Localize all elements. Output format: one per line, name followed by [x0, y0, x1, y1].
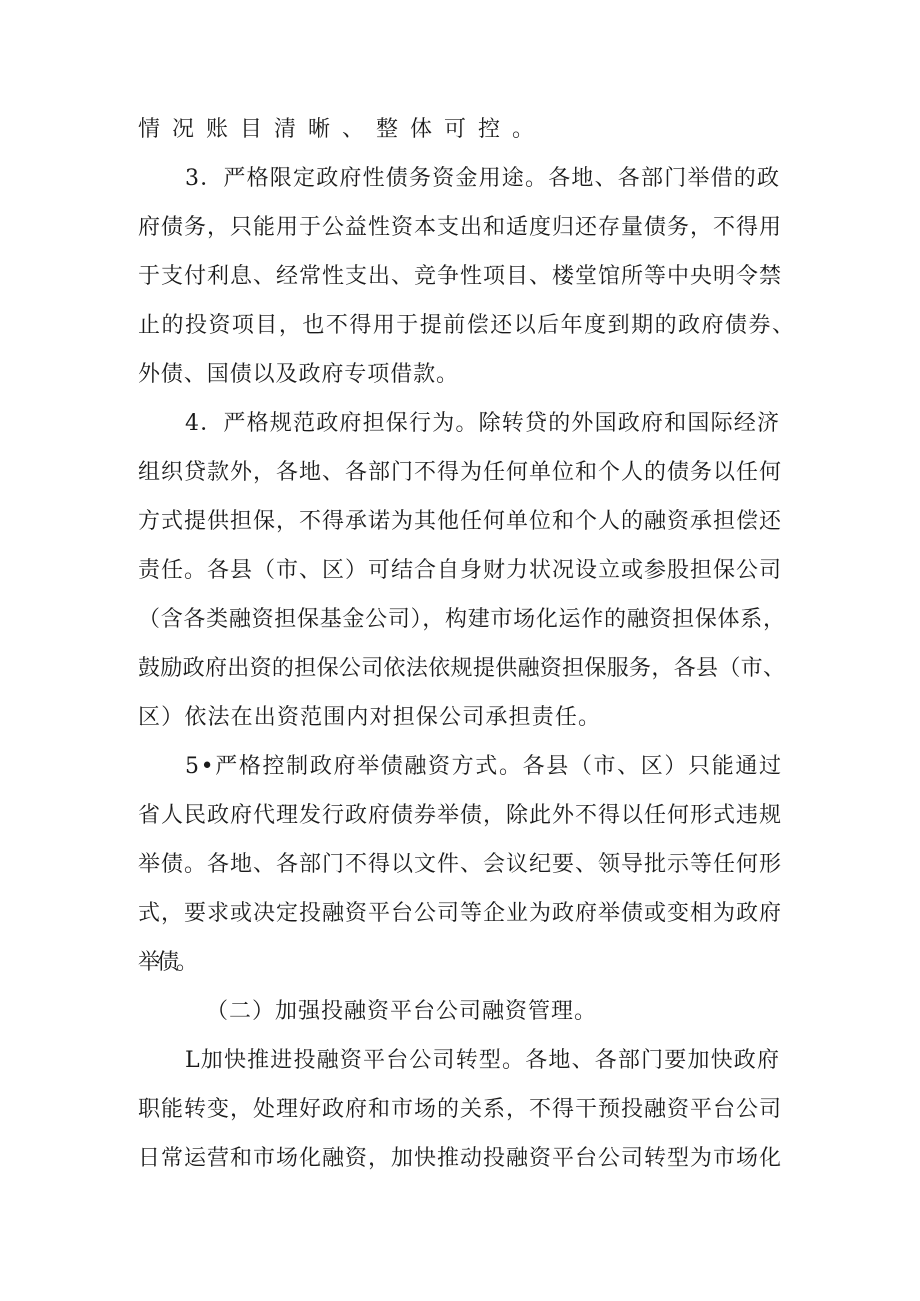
text-line: 式，要求或决定投融资平台公司等企业为政府举债或变相为政府: [138, 901, 782, 926]
text-line: 3．严格限定政府性债务资金用途。各地、各部门举借的政: [185, 166, 781, 191]
text-line: 职能转变，处理好政府和市场的关系，不得干预投融资平台公司: [138, 1097, 782, 1122]
text-line: 4．严格规范政府担保行为。除转贷的外国政府和国际经济: [185, 411, 781, 436]
text-line: 于支付利息、经常性支出、竞争性项目、楼堂馆所等中央明令禁: [138, 264, 782, 289]
text-line: 举债。各地、各部门不得以文件、会议纪要、领导批示等任何形: [138, 852, 782, 877]
text-line: 区）依法在出资范围内对担保公司承担责任。: [138, 705, 602, 730]
text-line: （含各类融资担保基金公司），构建市场化运作的融资担保体系，: [138, 607, 786, 632]
text-line: L加快推进投融资平台公司转型。各地、各部门要加快政府: [185, 1048, 781, 1073]
text-line: 方式提供担保，不得承诺为其他任何单位和个人的融资承担偿还: [138, 509, 782, 534]
text-line: 5•严格控制政府举债融资方式。各县（市、区）只能通过: [185, 754, 783, 779]
text-line: 止的投资项目，也不得用于提前偿还以后年度到期的政府债券、: [138, 313, 796, 338]
text-line: 外债、国债以及政府专项借款。: [138, 362, 459, 387]
text-line: 举债。: [138, 950, 195, 975]
text-line: 府债务，只能用于公益性资本支出和适度归还存量债务，不得用: [138, 215, 782, 240]
text-line: 情况账目清晰、整体可控。: [138, 117, 547, 142]
text-line: 省人民政府代理发行政府债券举债，除此外不得以任何形式违规: [138, 803, 782, 828]
text-line: 责任。各县（市、区）可结合自身财力状况设立或参股担保公司: [138, 558, 782, 583]
text-line: 日常运营和市场化融资，加快推动投融资平台公司转型为市场化: [138, 1146, 782, 1171]
section-heading: （二）加强投融资平台公司融资管理。: [206, 999, 597, 1024]
text-line: 鼓励政府出资的担保公司依法依规提供融资担保服务，各县（市、: [138, 656, 786, 681]
text-line: 组织贷款外，各地、各部门不得为任何单位和个人的债务以任何: [138, 460, 782, 485]
